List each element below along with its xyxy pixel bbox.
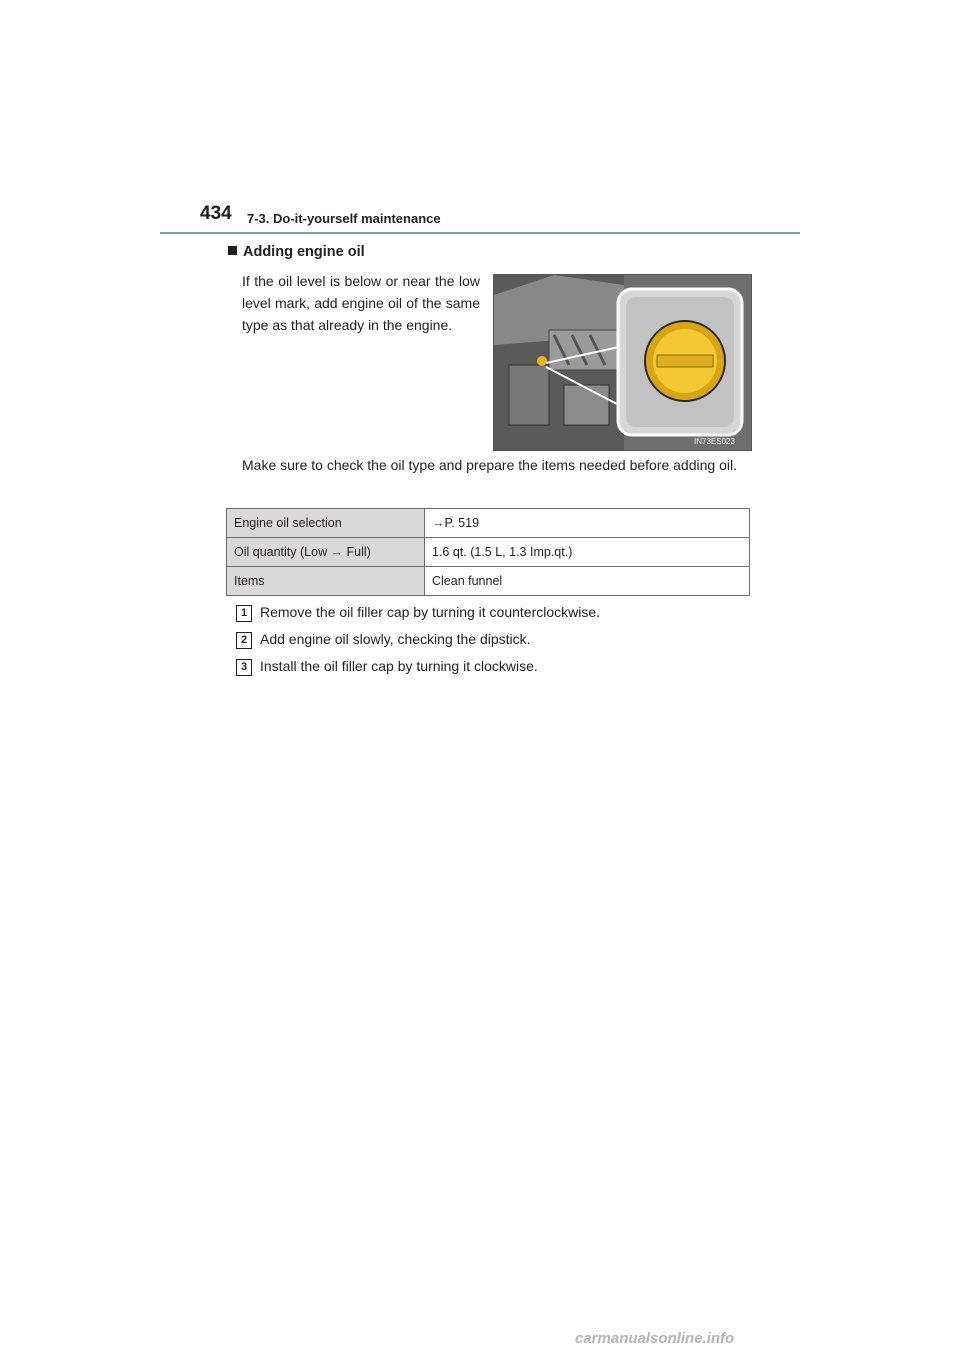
step-text: Add engine oil slowly, checking the dipstick. [260,631,531,647]
square-bullet-icon [228,246,237,255]
table-value: →P. 519 [425,509,750,538]
table-value: Clean funnel [425,567,750,596]
step-item [236,604,600,622]
oil-specs-table [226,508,750,596]
heading-text: Adding engine oil [243,244,365,260]
table-row [227,509,750,538]
table-row [227,567,750,596]
step-number-badge: 3 [236,659,252,676]
section-title: 7-3. Do-it-yourself maintenance [247,211,441,226]
figure-label: IN73ES023 [694,437,735,446]
step-number-badge: 1 [236,605,252,622]
step-item [236,658,538,676]
engine-oil-cap-illustration [493,274,752,451]
table-row [227,538,750,567]
table-key: Oil quantity (Low → Full) [227,538,425,567]
table-key: Engine oil selection [227,509,425,538]
note-paragraph: Make sure to check the oil type and prepare the items needed before adding oil. [242,457,737,473]
page-number: 434 [200,203,232,224]
header-divider [160,232,800,234]
table-key: Items [227,567,425,596]
step-text: Remove the oil filler cap by turning it counterclockwise. [260,604,601,620]
section-heading [228,244,365,260]
page-header [200,203,800,235]
engine-bay-image [494,275,751,450]
step-text: Install the oil filler cap by turning it clockwise. [260,658,538,674]
intro-paragraph: If the oil level is below or near the low level mark, add engine oil of the same type as that already in the engine. [242,273,480,333]
footer-watermark: carmanualsonline.info [575,1330,735,1347]
table-value: 1.6 qt. (1.5 L, 1.3 Imp.qt.) [425,538,750,567]
step-number-badge: 2 [236,632,252,649]
step-item [236,631,531,649]
